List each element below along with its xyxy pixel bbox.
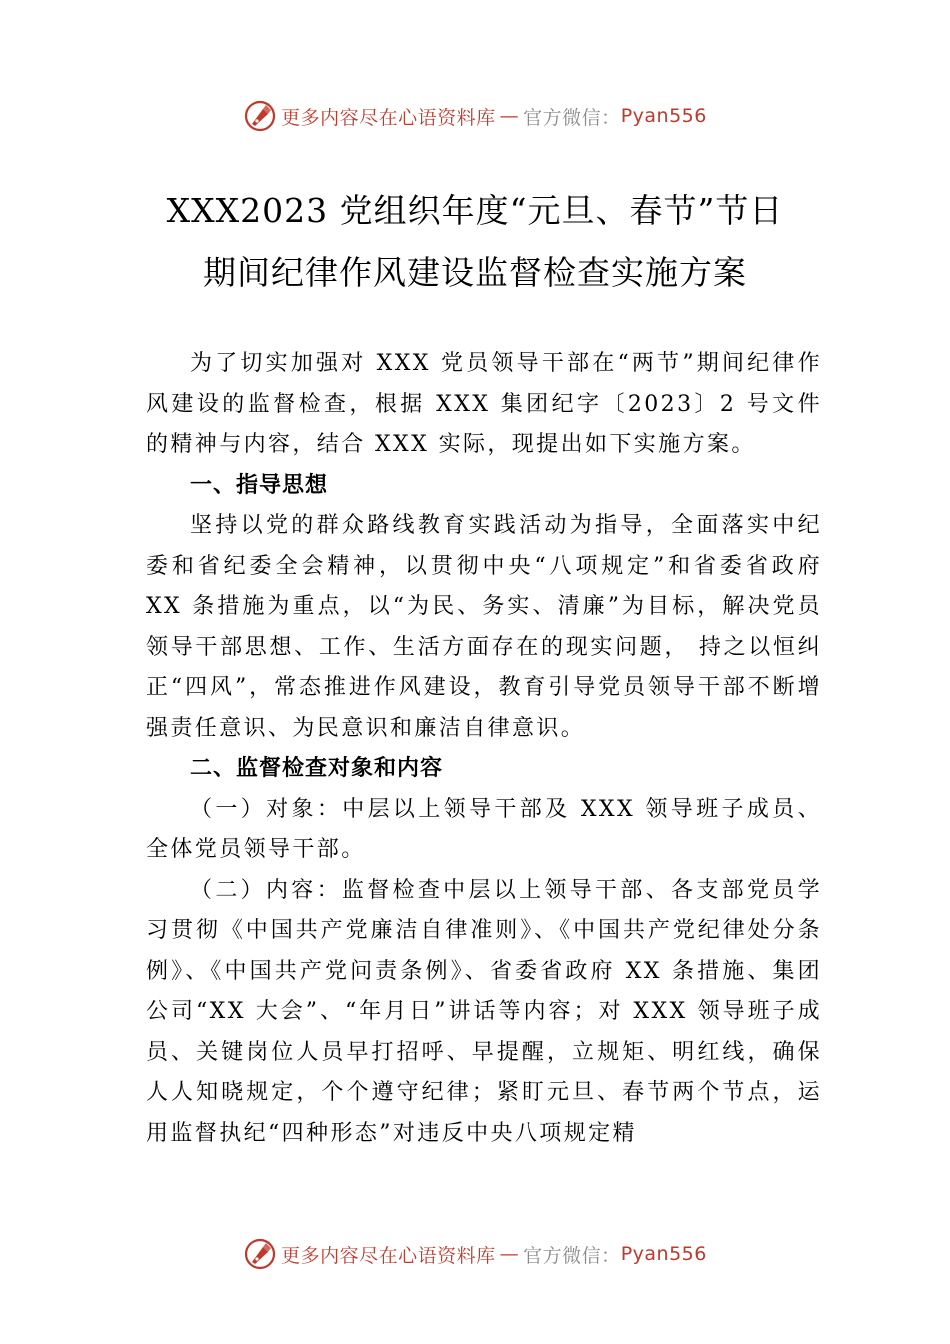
document-body (146, 344, 822, 1154)
watermark-separator: — (499, 105, 520, 127)
section2-item2: （二）内容：监督检查中层以上领导干部、各支部党员学习贯彻《中国共产党廉洁自律准则》、《中国共产党纪律处分条例》、《中国共产党问责条例》、省委省政府 XX 条措施、集团公司“XX 大会”、“年月日”讲话等内容；对 XXX 领导班子成员、关键岗位人员早打招呼、早提醒，立规矩、明红线，确保人人知晓规定，个个遵守纪律；紧盯元旦、春节两个节点，运用监督执纪“四种形态”对违反中央八项规定精 (146, 877, 822, 1146)
watermark-brand: 更多内容尽在心语资料库 (281, 1244, 496, 1267)
watermark-separator: — (499, 1243, 520, 1265)
section2-heading: 二、监督检查对象和内容 (190, 756, 444, 781)
watermark-wechat-id: Pyan556 (620, 1243, 707, 1265)
document-title-line1: XXX2023 党组织年度“元旦、春节”节日 (166, 191, 784, 230)
pen-nib-icon (243, 1237, 277, 1271)
pen-nib-icon (243, 99, 277, 133)
watermark-wechat-id: Pyan556 (620, 105, 707, 127)
section1-paragraph: 坚持以党的群众路线教育实践活动为指导，全面落实中纪委和省纪委全会精神，以贯彻中央“八项规定”和省委省政府 XX 条措施为重点，以“为民、务实、清廉”为目标，解决党员领导干部思想、工作、生活方面存在的现实问题， 持之以恒纠正“四风”，常态推进作风建设，教育引导党员领导干部不断增强责任意识、为民意识和廉洁自律意识。 (146, 513, 822, 741)
watermark-label: 官方微信： (523, 1244, 621, 1267)
document-title-line2: 期间纪律作风建设监督检查实施方案 (203, 253, 747, 292)
watermark-header (0, 96, 950, 136)
section2-item1: （一）对象：中层以上领导干部及 XXX 领导班子成员、全体党员领导干部。 (146, 796, 822, 862)
intro-paragraph: 为了切实加强对 XXX 党员领导干部在“两节”期间纪律作风建设的监督检查，根据 XXX 集团纪字〔2023〕2 号文件的精神与内容，结合 XXX 实际，现提出如下实施方案。 (146, 351, 822, 457)
watermark-brand: 更多内容尽在心语资料库 (281, 106, 496, 129)
watermark-footer (0, 1234, 950, 1274)
section1-heading: 一、指导思想 (190, 472, 329, 498)
watermark-label: 官方微信： (523, 106, 621, 129)
